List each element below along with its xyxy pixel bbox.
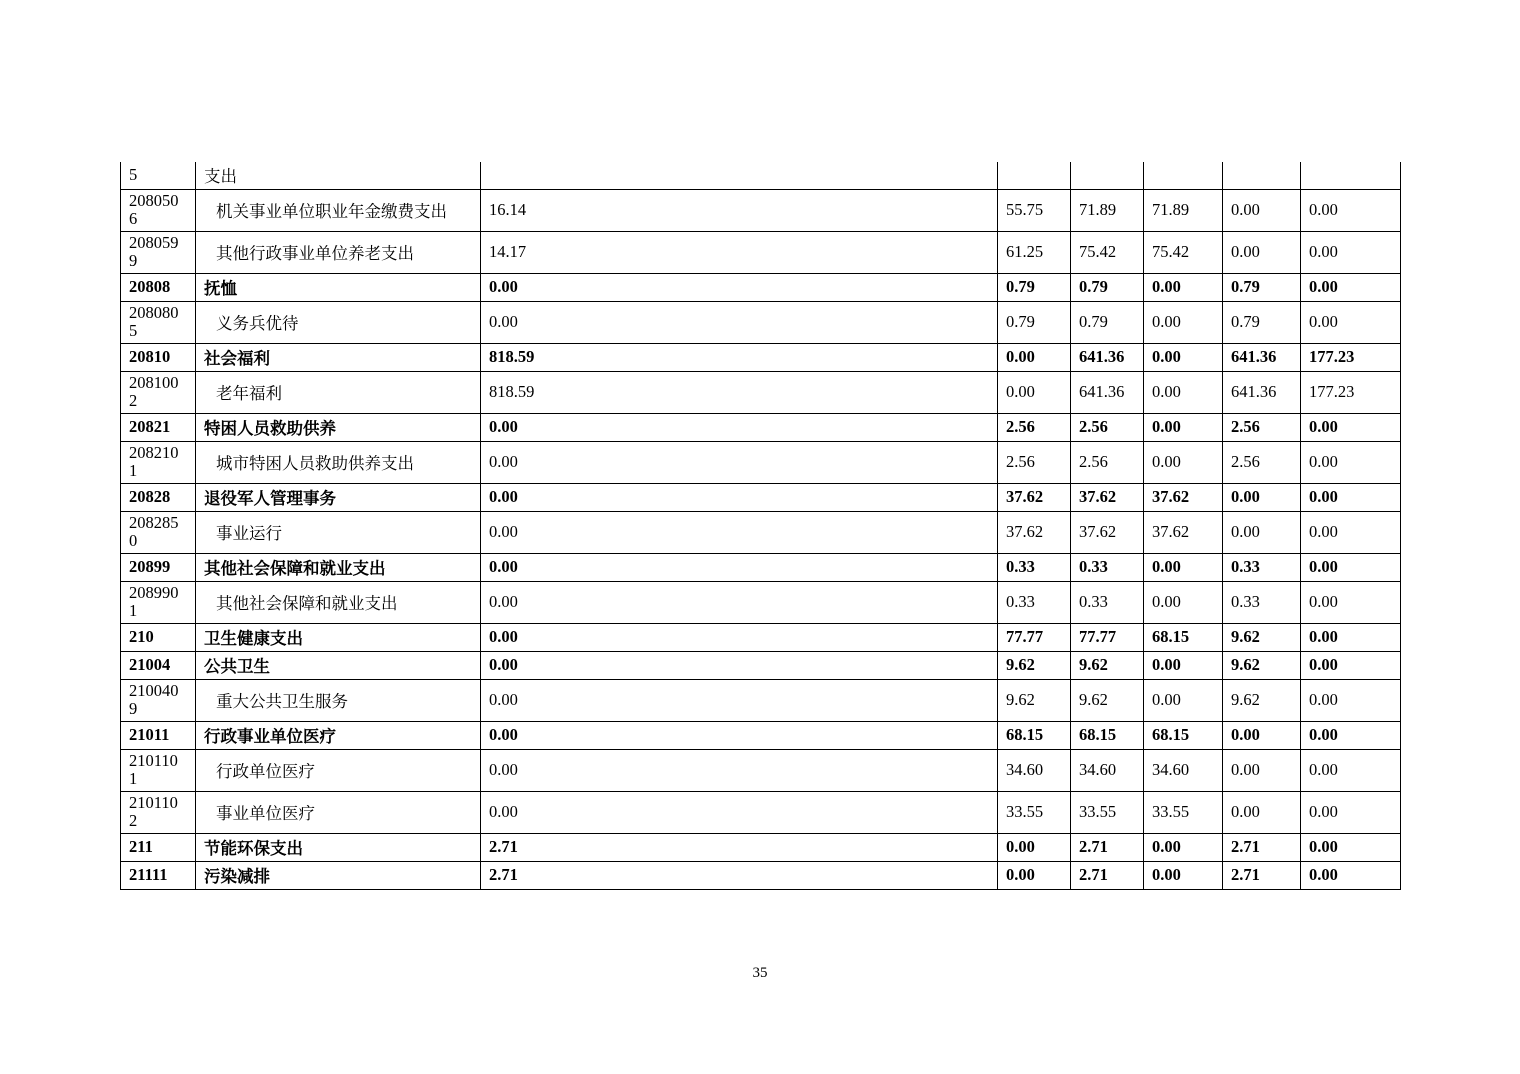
amount-cell: 0.00 — [1144, 651, 1223, 679]
item-name-cell: 污染减排 — [196, 861, 481, 889]
table-row — [121, 483, 1401, 511]
amount-cell: 0.33 — [1223, 581, 1301, 623]
amount-cell: 0.00 — [1301, 651, 1401, 679]
amount-cell: 177.23 — [1301, 343, 1401, 371]
table-row — [121, 231, 1401, 273]
item-code-cell — [121, 162, 196, 189]
amount-cell: 0.00 — [1144, 413, 1223, 441]
item-code-cell — [121, 231, 196, 273]
amount-cell: 0.00 — [1144, 553, 1223, 581]
item-name-cell: 老年福利 — [196, 371, 481, 413]
amount-cell: 61.25 — [998, 231, 1071, 273]
amount-cell: 37.62 — [1144, 511, 1223, 553]
amount-cell: 0.00 — [1223, 791, 1301, 833]
amount-cell: 0.00 — [1301, 791, 1401, 833]
amount-cell: 0.33 — [998, 553, 1071, 581]
item-code-line: 210110 — [129, 793, 178, 812]
item-code-line: 1 — [129, 601, 138, 620]
amount-cell — [1071, 162, 1144, 189]
amount-cell: 33.55 — [1144, 791, 1223, 833]
amount-cell: 0.00 — [1301, 441, 1401, 483]
amount-cell: 71.89 — [1071, 189, 1144, 231]
amount-cell: 2.71 — [481, 833, 998, 861]
amount-cell: 0.00 — [1301, 301, 1401, 343]
amount-cell — [1144, 162, 1223, 189]
amount-cell: 0.00 — [1223, 511, 1301, 553]
item-code-line: 20810 — [129, 347, 171, 366]
amount-cell: 0.00 — [1223, 721, 1301, 749]
item-code-cell — [121, 553, 196, 581]
item-code-cell — [121, 721, 196, 749]
amount-cell: 0.00 — [1301, 189, 1401, 231]
amount-cell: 34.60 — [1144, 749, 1223, 791]
item-name-cell: 抚恤 — [196, 273, 481, 301]
amount-cell: 0.00 — [1144, 833, 1223, 861]
item-code-line: 208059 — [129, 233, 179, 252]
item-name-cell: 机关事业单位职业年金缴费支出 — [196, 189, 481, 231]
amount-cell: 2.71 — [1071, 833, 1144, 861]
item-name-cell: 其他行政事业单位养老支出 — [196, 231, 481, 273]
amount-cell: 641.36 — [1223, 343, 1301, 371]
item-code-cell — [121, 861, 196, 889]
amount-cell: 0.00 — [1301, 511, 1401, 553]
item-code-line: 5 — [129, 321, 138, 340]
item-code-line: 208285 — [129, 513, 179, 532]
item-code-line: 210 — [129, 627, 154, 646]
amount-cell: 0.33 — [1223, 553, 1301, 581]
item-code-line: 2 — [129, 811, 138, 830]
amount-cell: 0.00 — [1301, 721, 1401, 749]
table-row — [121, 371, 1401, 413]
amount-cell: 77.77 — [998, 623, 1071, 651]
amount-cell: 0.00 — [1223, 483, 1301, 511]
amount-cell: 9.62 — [1223, 679, 1301, 721]
amount-cell: 2.71 — [481, 861, 998, 889]
amount-cell: 0.00 — [1144, 581, 1223, 623]
item-name-cell: 卫生健康支出 — [196, 623, 481, 651]
table-row — [121, 189, 1401, 231]
item-code-cell — [121, 301, 196, 343]
amount-cell: 0.00 — [481, 581, 998, 623]
amount-cell: 37.62 — [998, 483, 1071, 511]
table-row — [121, 511, 1401, 553]
item-name-cell: 支出 — [196, 162, 481, 189]
amount-cell: 818.59 — [481, 343, 998, 371]
item-code-cell — [121, 749, 196, 791]
item-code-cell — [121, 833, 196, 861]
amount-cell: 75.42 — [1144, 231, 1223, 273]
item-code-line: 208050 — [129, 191, 179, 210]
amount-cell: 9.62 — [1223, 623, 1301, 651]
amount-cell: 9.62 — [1071, 651, 1144, 679]
amount-cell: 68.15 — [998, 721, 1071, 749]
item-code-line: 6 — [129, 209, 138, 228]
item-code-line: 9 — [129, 699, 138, 718]
table-row — [121, 581, 1401, 623]
item-code-line: 5 — [129, 165, 138, 185]
amount-cell: 68.15 — [1144, 623, 1223, 651]
amount-cell: 34.60 — [1071, 749, 1144, 791]
amount-cell: 0.00 — [1301, 623, 1401, 651]
amount-cell: 0.79 — [1071, 301, 1144, 343]
amount-cell: 68.15 — [1071, 721, 1144, 749]
amount-cell: 68.15 — [1144, 721, 1223, 749]
amount-cell — [481, 162, 998, 189]
table-row — [121, 413, 1401, 441]
amount-cell: 0.00 — [481, 721, 998, 749]
amount-cell: 0.00 — [1144, 273, 1223, 301]
item-code-line: 21111 — [129, 865, 168, 884]
item-code-line: 1 — [129, 461, 138, 480]
item-code-line: 20828 — [129, 487, 171, 506]
item-code-line: 210110 — [129, 751, 178, 770]
item-code-line: 208080 — [129, 303, 179, 322]
amount-cell: 0.00 — [481, 623, 998, 651]
amount-cell: 0.00 — [481, 651, 998, 679]
amount-cell: 0.00 — [1144, 861, 1223, 889]
amount-cell: 9.62 — [1071, 679, 1144, 721]
item-code-cell — [121, 189, 196, 231]
table-row — [121, 441, 1401, 483]
table-row — [121, 749, 1401, 791]
item-code-cell — [121, 581, 196, 623]
item-code-line: 21011 — [129, 725, 170, 744]
amount-cell: 0.00 — [481, 791, 998, 833]
table-row — [121, 553, 1401, 581]
amount-cell: 0.79 — [1223, 301, 1301, 343]
amount-cell: 71.89 — [1144, 189, 1223, 231]
item-code-line: 21004 — [129, 655, 171, 674]
table-row — [121, 623, 1401, 651]
item-name-cell: 行政事业单位医疗 — [196, 721, 481, 749]
amount-cell: 0.00 — [998, 371, 1071, 413]
amount-cell: 34.60 — [998, 749, 1071, 791]
table-row — [121, 651, 1401, 679]
amount-cell: 641.36 — [1071, 343, 1144, 371]
amount-cell: 33.55 — [1071, 791, 1144, 833]
amount-cell: 0.00 — [998, 861, 1071, 889]
amount-cell: 9.62 — [1223, 651, 1301, 679]
page-number: 35 — [752, 965, 768, 981]
amount-cell: 0.00 — [1144, 343, 1223, 371]
amount-cell: 37.62 — [998, 511, 1071, 553]
item-name-cell: 社会福利 — [196, 343, 481, 371]
item-name-cell: 义务兵优待 — [196, 301, 481, 343]
amount-cell — [1301, 162, 1401, 189]
item-name-cell: 城市特困人员救助供养支出 — [196, 441, 481, 483]
item-name-cell: 重大公共卫生服务 — [196, 679, 481, 721]
amount-cell: 9.62 — [998, 679, 1071, 721]
item-code-line: 20821 — [129, 417, 171, 436]
item-code-line: 2 — [129, 391, 138, 410]
amount-cell: 0.33 — [1071, 553, 1144, 581]
amount-cell: 0.33 — [998, 581, 1071, 623]
table-row — [121, 679, 1401, 721]
amount-cell: 0.00 — [481, 679, 998, 721]
amount-cell: 14.17 — [481, 231, 998, 273]
amount-cell: 2.56 — [1223, 441, 1301, 483]
item-code-cell — [121, 791, 196, 833]
table-row — [121, 861, 1401, 889]
amount-cell: 0.00 — [1301, 273, 1401, 301]
amount-cell: 0.00 — [1144, 301, 1223, 343]
amount-cell: 0.00 — [1223, 189, 1301, 231]
amount-cell: 75.42 — [1071, 231, 1144, 273]
table-row — [121, 301, 1401, 343]
amount-cell: 177.23 — [1301, 371, 1401, 413]
table-row — [121, 273, 1401, 301]
amount-cell: 0.00 — [998, 343, 1071, 371]
table-row — [121, 791, 1401, 833]
item-name-cell: 节能环保支出 — [196, 833, 481, 861]
amount-cell: 2.71 — [1223, 833, 1301, 861]
amount-cell: 2.56 — [998, 413, 1071, 441]
item-code-line: 20899 — [129, 557, 171, 576]
item-code-cell — [121, 511, 196, 553]
amount-cell: 9.62 — [998, 651, 1071, 679]
item-name-cell: 退役军人管理事务 — [196, 483, 481, 511]
amount-cell: 0.00 — [1301, 553, 1401, 581]
amount-cell: 2.56 — [1223, 413, 1301, 441]
table-row — [121, 162, 1401, 189]
amount-cell: 0.79 — [998, 301, 1071, 343]
item-name-cell: 事业单位医疗 — [196, 791, 481, 833]
item-code-cell — [121, 623, 196, 651]
amount-cell — [998, 162, 1071, 189]
amount-cell: 0.00 — [998, 833, 1071, 861]
amount-cell: 0.79 — [998, 273, 1071, 301]
item-code-cell — [121, 371, 196, 413]
item-code-line: 0 — [129, 531, 138, 550]
amount-cell: 0.33 — [1071, 581, 1144, 623]
amount-cell: 0.00 — [481, 483, 998, 511]
amount-cell: 0.00 — [481, 511, 998, 553]
amount-cell: 0.00 — [1144, 679, 1223, 721]
item-code-cell — [121, 413, 196, 441]
amount-cell: 37.62 — [1071, 511, 1144, 553]
amount-cell: 0.00 — [1301, 861, 1401, 889]
amount-cell: 0.00 — [1301, 231, 1401, 273]
table-body — [121, 162, 1401, 889]
item-code-line: 1 — [129, 769, 138, 788]
amount-cell: 0.00 — [1301, 679, 1401, 721]
item-code-line: 9 — [129, 251, 138, 270]
item-name-cell: 行政单位医疗 — [196, 749, 481, 791]
amount-cell: 77.77 — [1071, 623, 1144, 651]
amount-cell: 0.00 — [481, 749, 998, 791]
amount-cell: 0.00 — [481, 553, 998, 581]
table-row — [121, 721, 1401, 749]
item-name-cell: 其他社会保障和就业支出 — [196, 553, 481, 581]
item-code-line: 208100 — [129, 373, 179, 392]
item-code-line: 211 — [129, 837, 153, 856]
amount-cell: 0.79 — [1071, 273, 1144, 301]
budget-table — [120, 162, 1401, 890]
amount-cell: 0.00 — [481, 301, 998, 343]
item-code-cell — [121, 651, 196, 679]
item-code-cell — [121, 441, 196, 483]
amount-cell: 2.56 — [1071, 441, 1144, 483]
amount-cell: 0.00 — [1144, 371, 1223, 413]
item-code-cell — [121, 343, 196, 371]
amount-cell: 0.00 — [481, 273, 998, 301]
amount-cell: 0.00 — [1223, 749, 1301, 791]
table-row — [121, 833, 1401, 861]
amount-cell: 2.56 — [998, 441, 1071, 483]
item-name-cell: 公共卫生 — [196, 651, 481, 679]
amount-cell: 0.00 — [1223, 231, 1301, 273]
amount-cell: 0.00 — [1301, 483, 1401, 511]
amount-cell: 33.55 — [998, 791, 1071, 833]
amount-cell: 0.00 — [1301, 749, 1401, 791]
item-code-line: 210040 — [129, 681, 179, 700]
amount-cell — [1223, 162, 1301, 189]
amount-cell: 641.36 — [1071, 371, 1144, 413]
item-code-cell — [121, 483, 196, 511]
amount-cell: 641.36 — [1223, 371, 1301, 413]
amount-cell: 2.71 — [1071, 861, 1144, 889]
amount-cell: 2.71 — [1223, 861, 1301, 889]
item-code-line: 20808 — [129, 277, 171, 296]
amount-cell: 37.62 — [1144, 483, 1223, 511]
amount-cell: 2.56 — [1071, 413, 1144, 441]
item-name-cell: 特困人员救助供养 — [196, 413, 481, 441]
item-code-line: 208990 — [129, 583, 179, 602]
item-name-cell: 其他社会保障和就业支出 — [196, 581, 481, 623]
amount-cell: 818.59 — [481, 371, 998, 413]
item-code-cell — [121, 273, 196, 301]
item-name-cell: 事业运行 — [196, 511, 481, 553]
amount-cell: 55.75 — [998, 189, 1071, 231]
table-row — [121, 343, 1401, 371]
amount-cell: 37.62 — [1071, 483, 1144, 511]
amount-cell: 16.14 — [481, 189, 998, 231]
item-code-line: 208210 — [129, 443, 179, 462]
item-code-cell — [121, 679, 196, 721]
amount-cell: 0.79 — [1223, 273, 1301, 301]
amount-cell: 0.00 — [481, 441, 998, 483]
amount-cell: 0.00 — [1301, 581, 1401, 623]
amount-cell: 0.00 — [1301, 413, 1401, 441]
amount-cell: 0.00 — [481, 413, 998, 441]
amount-cell: 0.00 — [1144, 441, 1223, 483]
amount-cell: 0.00 — [1301, 833, 1401, 861]
